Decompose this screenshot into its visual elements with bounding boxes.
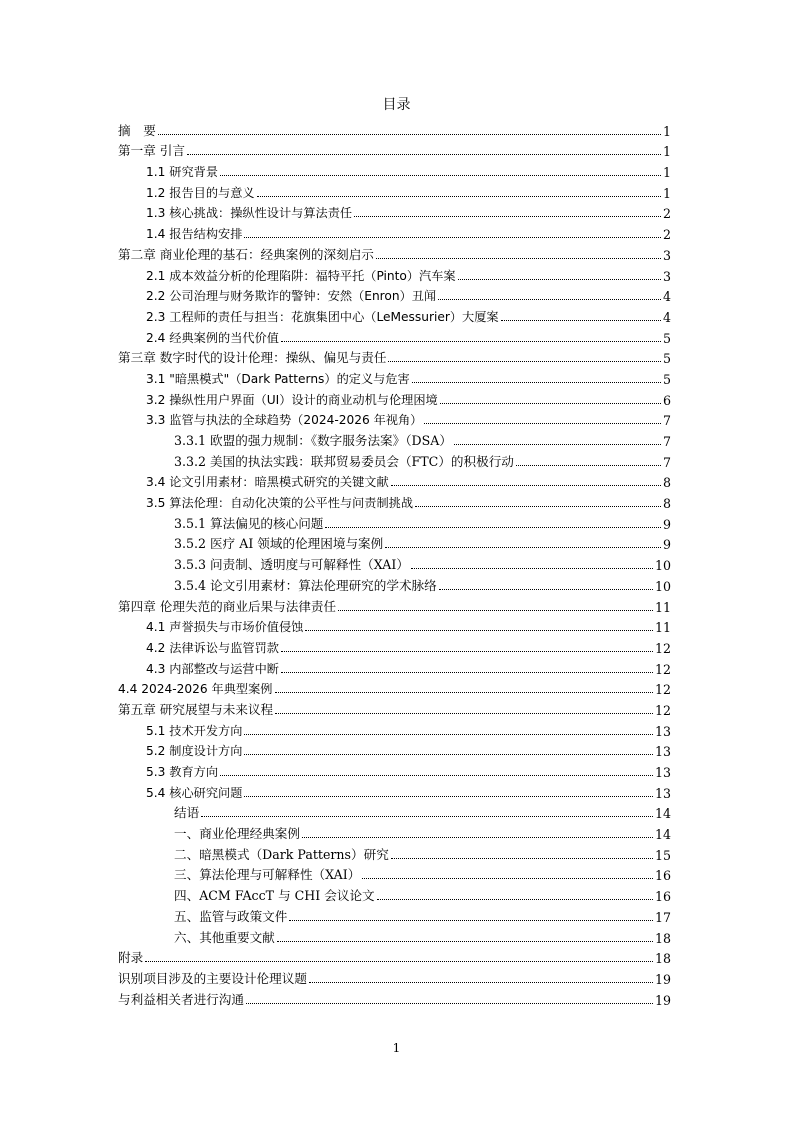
toc-entry-title: 3.5.3 问责制、透明度与可解释性（XAI） <box>174 557 409 573</box>
toc-entry-title: 3.4 论文引用素材：暗黑模式研究的关键文献 <box>146 475 389 490</box>
dot-leader <box>376 258 661 259</box>
toc-entry-page: 2 <box>662 206 671 222</box>
dot-leader <box>354 216 661 217</box>
toc-entry-page: 13 <box>654 723 671 739</box>
toc-entry[interactable] <box>118 573 671 594</box>
dot-leader <box>411 568 653 569</box>
toc-entry[interactable] <box>118 718 671 739</box>
toc-entry[interactable] <box>118 242 671 263</box>
toc-entry-page: 10 <box>654 558 671 574</box>
dot-leader <box>338 610 653 611</box>
toc-entry-title: 5.4 核心研究问题 <box>146 785 243 800</box>
toc-entry-page: 4 <box>662 309 671 325</box>
toc-entry-title: 与利益相关者进行沟通 <box>118 991 244 1007</box>
toc-entry-title: 4.3 内部整改与运营中断 <box>146 661 279 676</box>
toc-entry-page: 14 <box>654 806 671 822</box>
dot-leader <box>257 196 661 197</box>
dot-leader <box>458 279 661 280</box>
dot-leader <box>145 961 653 962</box>
dot-leader <box>362 878 653 879</box>
toc-entry-page: 18 <box>654 930 671 946</box>
toc-entry[interactable] <box>118 863 671 884</box>
dot-leader <box>424 423 661 424</box>
toc-entry-title: 第三章 数字时代的设计伦理：操纵、偏见与责任 <box>118 350 387 366</box>
toc-entry-page: 5 <box>662 371 671 387</box>
toc-entry-title: 附录 <box>118 950 144 966</box>
toc-entry-page: 4 <box>662 289 671 305</box>
toc-entry[interactable] <box>118 139 671 160</box>
toc-entry[interactable] <box>118 532 671 553</box>
toc-entry[interactable] <box>118 697 671 718</box>
toc-entry-title: 3.3.1 欧盟的强力规制：《数字服务法案》（DSA） <box>174 433 452 448</box>
dot-leader <box>385 547 661 548</box>
toc-entry-page: 19 <box>654 971 671 987</box>
toc-entry[interactable] <box>118 180 671 201</box>
toc-entry-page: 5 <box>662 330 671 346</box>
dot-leader <box>158 134 661 135</box>
toc-entry-page: 8 <box>662 475 671 491</box>
toc-entry-title: 1.3 核心挑战：操纵性设计与算法责任 <box>146 206 353 221</box>
toc-entry[interactable] <box>118 428 671 449</box>
toc-entry[interactable] <box>118 759 671 780</box>
toc-entry-title: 四、ACM FAccT 与 CHI 会议论文 <box>174 888 375 904</box>
toc-entry[interactable] <box>118 387 671 408</box>
toc-entry[interactable] <box>118 925 671 946</box>
dot-leader <box>501 320 661 321</box>
toc-entry[interactable] <box>118 656 671 677</box>
toc-entry-page: 7 <box>662 454 671 470</box>
toc-entry[interactable] <box>118 118 671 139</box>
toc-entry-title: 3.3 监管与执法的全球趋势（2024-2026 年视角） <box>146 413 423 428</box>
dot-leader <box>415 506 661 507</box>
dot-leader <box>325 527 661 528</box>
toc-entry-title: 3.1 "暗黑模式"（Dark Patterns）的定义与危害 <box>146 371 410 386</box>
toc-entry-page: 9 <box>662 516 671 532</box>
toc-entry-page: 16 <box>654 868 671 884</box>
dot-leader <box>281 341 661 342</box>
dot-leader <box>377 899 653 900</box>
toc-entry-page: 3 <box>662 247 671 263</box>
toc-entry-page: 2 <box>662 227 671 243</box>
dot-leader <box>302 837 653 838</box>
dot-leader <box>391 858 653 859</box>
toc-entry[interactable] <box>118 966 671 987</box>
toc-entry-page: 8 <box>662 496 671 512</box>
dot-leader <box>391 485 661 486</box>
dot-leader <box>246 1003 653 1004</box>
toc-entry[interactable] <box>118 552 671 573</box>
dot-leader <box>201 816 653 817</box>
table-of-contents <box>118 118 671 1008</box>
dot-leader <box>388 361 661 362</box>
toc-entry-page: 10 <box>654 578 671 594</box>
toc-entry-title: 六、其他重要文献 <box>174 929 275 945</box>
toc-entry-page: 6 <box>662 392 671 408</box>
dot-leader <box>244 734 653 735</box>
toc-entry-page: 7 <box>662 413 671 429</box>
toc-entry-page: 1 <box>662 185 671 201</box>
toc-entry[interactable] <box>118 739 671 760</box>
toc-entry-title: 5.2 制度设计方向 <box>146 744 243 759</box>
toc-entry-title: 4.1 声誉损失与市场价值侵蚀 <box>146 620 304 635</box>
toc-entry[interactable] <box>118 221 671 242</box>
toc-entry-title: 五、监管与政策文件 <box>174 908 288 924</box>
toc-entry-page: 1 <box>662 144 671 160</box>
toc-entry-title: 第四章 伦理失范的商业后果与法律责任 <box>118 598 337 614</box>
toc-entry-page: 13 <box>654 765 671 780</box>
toc-entry-page: 3 <box>662 268 671 284</box>
dot-leader <box>187 154 661 155</box>
toc-entry[interactable] <box>118 801 671 822</box>
toc-entry-title: 4.2 法律诉讼与监管罚款 <box>146 640 279 655</box>
toc-entry-page: 13 <box>654 744 671 760</box>
toc-entry[interactable] <box>118 263 671 284</box>
toc-entry-page: 12 <box>654 682 671 698</box>
toc-entry[interactable] <box>118 325 671 346</box>
toc-entry[interactable] <box>118 449 671 470</box>
toc-entry[interactable] <box>118 366 671 387</box>
toc-entry-page: 7 <box>662 434 671 449</box>
toc-entry-title: 3.5 算法伦理：自动化决策的公平性与问责制挑战 <box>146 496 414 511</box>
toc-entry-page: 18 <box>654 951 671 967</box>
toc-entry-title: 第五章 研究展望与未来议程 <box>118 701 274 717</box>
toc-entry[interactable] <box>118 883 671 904</box>
dot-leader <box>289 920 653 921</box>
toc-entry-title: 三、算法伦理与可解释性（XAI） <box>174 867 361 883</box>
dot-leader <box>516 465 661 466</box>
toc-entry[interactable] <box>118 201 671 222</box>
toc-entry-title: 第一章 引言 <box>118 143 185 159</box>
toc-entry-title: 2.3 工程师的责任与担当：花旗集团中心（LeMessurier）大厦案 <box>146 309 499 324</box>
toc-entry[interactable] <box>118 284 671 305</box>
toc-entry[interactable] <box>118 821 671 842</box>
toc-entry-page: 12 <box>654 702 671 718</box>
toc-entry-title: 5.1 技术开发方向 <box>146 723 243 738</box>
toc-entry-title: 3.5.2 医疗 AI 领域的伦理困境与案例 <box>174 536 384 552</box>
toc-entry-title: 3.2 操纵性用户界面（UI）设计的商业动机与伦理困境 <box>146 392 438 407</box>
dot-leader <box>305 630 653 631</box>
dot-leader <box>454 444 661 445</box>
toc-entry[interactable] <box>118 677 671 698</box>
toc-entry-title: 结语 <box>174 805 200 821</box>
dot-leader <box>244 237 661 238</box>
toc-entry[interactable] <box>118 511 671 532</box>
dot-leader <box>438 299 661 300</box>
toc-entry-page: 9 <box>662 537 671 553</box>
toc-entry[interactable] <box>118 159 671 180</box>
dot-leader <box>244 796 653 797</box>
toc-entry-page: 11 <box>654 599 671 615</box>
dot-leader <box>440 403 661 404</box>
toc-entry-title: 二、暗黑模式（Dark Patterns）研究 <box>174 846 389 862</box>
toc-entry-title: 3.5.4 论文引用素材：算法伦理研究的学术脉络 <box>174 577 437 593</box>
toc-entry[interactable] <box>118 946 671 967</box>
toc-entry[interactable] <box>118 842 671 863</box>
dot-leader <box>244 754 653 755</box>
toc-entry-title: 摘 要 <box>118 122 156 138</box>
toc-entry[interactable] <box>118 408 671 429</box>
toc-entry[interactable] <box>118 346 671 367</box>
dot-leader <box>309 982 653 983</box>
dot-leader <box>281 672 653 673</box>
dot-leader <box>275 713 653 714</box>
dot-leader <box>412 382 661 383</box>
toc-entry-page: 13 <box>654 785 671 801</box>
toc-entry[interactable] <box>118 490 671 511</box>
toc-entry[interactable] <box>118 594 671 615</box>
dot-leader <box>275 692 653 693</box>
page-number: 1 <box>392 1041 401 1055</box>
dot-leader <box>220 775 653 776</box>
toc-entry-title: 1.2 报告目的与意义 <box>146 185 255 200</box>
toc-entry-page: 5 <box>662 351 671 367</box>
toc-entry[interactable] <box>118 470 671 491</box>
toc-entry[interactable] <box>118 780 671 801</box>
toc-entry-title: 5.3 教育方向 <box>146 765 219 779</box>
toc-entry-title: 1.1 研究背景 <box>146 165 219 180</box>
dot-leader <box>277 941 653 942</box>
toc-entry[interactable] <box>118 987 671 1008</box>
toc-entry-title: 2.1 成本效益分析的伦理陷阱：福特平托（Pinto）汽车案 <box>146 268 456 283</box>
toc-entry-title: 1.4 报告结构安排 <box>146 227 243 242</box>
toc-entry-page: 15 <box>654 847 671 863</box>
toc-entry[interactable] <box>118 635 671 656</box>
toc-entry-page: 19 <box>654 992 671 1008</box>
dot-leader <box>439 589 653 590</box>
toc-entry-title: 第二章 商业伦理的基石：经典案例的深刻启示 <box>118 246 374 262</box>
toc-entry-page: 1 <box>662 123 671 139</box>
toc-entry[interactable] <box>118 615 671 636</box>
toc-entry-title: 3.3.2 美国的执法实践：联邦贸易委员会（FTC）的积极行动 <box>174 453 514 469</box>
toc-entry-page: 12 <box>654 640 671 656</box>
toc-entry[interactable] <box>118 304 671 325</box>
toc-title: 目录 <box>382 97 411 113</box>
toc-entry-title: 识别项目涉及的主要设计伦理议题 <box>118 970 307 986</box>
toc-entry-title: 2.4 经典案例的当代价值 <box>146 330 279 345</box>
toc-entry-page: 14 <box>654 827 671 843</box>
toc-entry-page: 11 <box>654 620 671 636</box>
toc-entry[interactable] <box>118 904 671 925</box>
dot-leader <box>220 175 661 176</box>
toc-entry-title: 4.4 2024-2026 年典型案例 <box>118 682 273 697</box>
toc-entry-page: 16 <box>654 889 671 905</box>
toc-entry-page: 1 <box>662 165 671 181</box>
toc-entry-page: 17 <box>654 909 671 925</box>
dot-leader <box>281 651 653 652</box>
toc-entry-title: 2.2 公司治理与财务欺诈的警钟：安然（Enron）丑闻 <box>146 289 437 304</box>
toc-entry-title: 3.5.1 算法偏见的核心问题 <box>174 515 324 531</box>
toc-entry-title: 一、商业伦理经典案例 <box>174 826 300 842</box>
toc-entry-page: 12 <box>654 661 671 677</box>
